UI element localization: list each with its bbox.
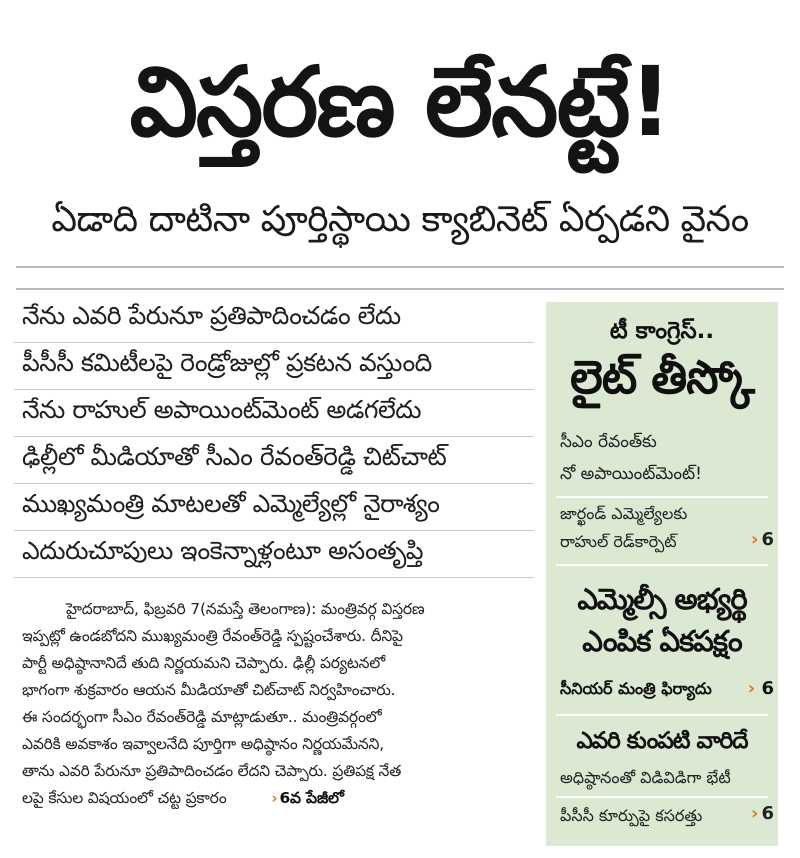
sidebar-item-line: రాహుల్ రెడ్‌కార్పెట్ (560, 532, 677, 551)
page-number: 6 (761, 803, 774, 824)
bullet-item: ఎదురుచూపులు ఇంకెన్నాళ్లంటూ అసంతృప్తి (14, 531, 534, 578)
story-line-text: పీసీసీ కూర్పుపై కసరత్తు (560, 806, 703, 825)
sidebar-sub: సీఎం రేవంత్‌కు (560, 432, 657, 452)
arrow-right-icon: › (271, 789, 278, 807)
page-ref (751, 800, 774, 828)
arrow-right-icon: › (747, 678, 756, 699)
arrow-right-icon: › (751, 803, 759, 824)
sidebar-title: లైట్ తీస్కో (570, 350, 754, 404)
bullet-list (14, 296, 534, 578)
sidebar-box (546, 302, 778, 846)
page-number: 6 (761, 529, 774, 550)
bullet-item: పీసీసీ కమిటీలపై రెండ్రోజుల్లో ప్రకటన వస్తుంది (14, 343, 534, 390)
page-ref (751, 526, 774, 554)
body-line: ఎవరికి అవకాశం ఇవ్వాలనేది పూర్తిగా అధిష్ఠానం నిర్ణయమేనని, (22, 735, 384, 753)
divider (556, 714, 768, 716)
body-line: భాగంగా శుక్రవారం ఆయన మీడియాతో చిట్‌చాట్ నిర్వహించారు. (22, 681, 396, 699)
story-title: ఎంపిక ఏకపక్షం (582, 624, 742, 658)
sidebar-sub: నో అపాయింట్‌మెంట్! (560, 464, 702, 484)
bullet-item: ముఖ్యమంత్రి మాటలతో ఎమ్మెల్యేల్లో నైరాశ్యం (14, 484, 534, 531)
story-line[interactable] (560, 676, 774, 702)
headline: విస్తరణ లేనట్టే! (129, 46, 671, 158)
page-ref (748, 676, 774, 702)
page-number: 6 (761, 678, 774, 699)
divider (16, 266, 784, 268)
bullet-item: నేను ఎవరి పేరునూ ప్రతిపాదించడం లేదు (14, 296, 534, 343)
body-line: తాను ఎవరి పేరునూ ప్రతిపాదించడం లేదని చెప్పారు. ప్రతిపక్ష నేత (22, 762, 402, 780)
divider (556, 796, 768, 798)
body-line: హైదరాబాద్, ఫిబ్రవరి 7(నమస్తే తెలంగాణ): మంత్రివర్గ విస్తరణ (66, 600, 425, 618)
page-ref-label: 6వ పేజీలో (279, 789, 344, 807)
sidebar-kicker: టీ కాంగ్రెస్.. (609, 318, 715, 344)
continued-page-ref[interactable] (271, 789, 344, 807)
story-line-text: సీనియర్ మంత్రి ఫిర్యాదు (560, 679, 712, 698)
bullet-item: ఢిల్లీలో మీడియాతో సీఎం రేవంత్‌రెడ్డి చిట్‌చాట్ (14, 437, 534, 484)
article-body (22, 596, 530, 812)
body-line: ఈ సందర్భంగా సీఎం రేవంత్‌రెడ్డి మాట్లాడుతూ.. మంత్రివర్గంలో (22, 708, 382, 726)
story-title: ఎవరి కుంపటి వారిదే (576, 728, 748, 754)
divider (556, 564, 768, 566)
body-line-last (22, 785, 530, 812)
subheadline: ఏడాది దాటినా పూర్తిస్థాయి క్యాబినెట్ ఏర్పడని వైనం (51, 199, 749, 240)
body-line: పార్టీ అధిష్ఠానానిదే తుది నిర్ణయమని చెప్పారు. ఢిల్లీ పర్యటనలో (22, 654, 386, 672)
sidebar-item-line: జార్ఖండ్ ఎమ్మెల్యేలకు (560, 504, 688, 523)
story-line[interactable] (560, 802, 774, 830)
story-title: ఎమ్మెల్సీ అభ్యర్థి (577, 582, 747, 616)
bullet-item: నేను రాహుల్ అపాయింట్‌మెంట్ అడగలేదు (14, 390, 534, 437)
story-line: అధిష్ఠానంతో విడివిడిగా భేటీ (560, 768, 731, 787)
divider (556, 496, 768, 498)
divider (16, 288, 784, 290)
arrow-right-icon: › (751, 529, 759, 550)
sidebar-item[interactable] (560, 500, 774, 556)
body-line: ఇప్పట్లో ఉండబోదని ముఖ్యమంత్రి రేవంత్‌రెడ్డి స్పష్టంచేశారు. దీనిపై (22, 627, 403, 645)
body-line: లపై కేసుల విషయంలో చట్ట ప్రకారం (22, 789, 227, 807)
